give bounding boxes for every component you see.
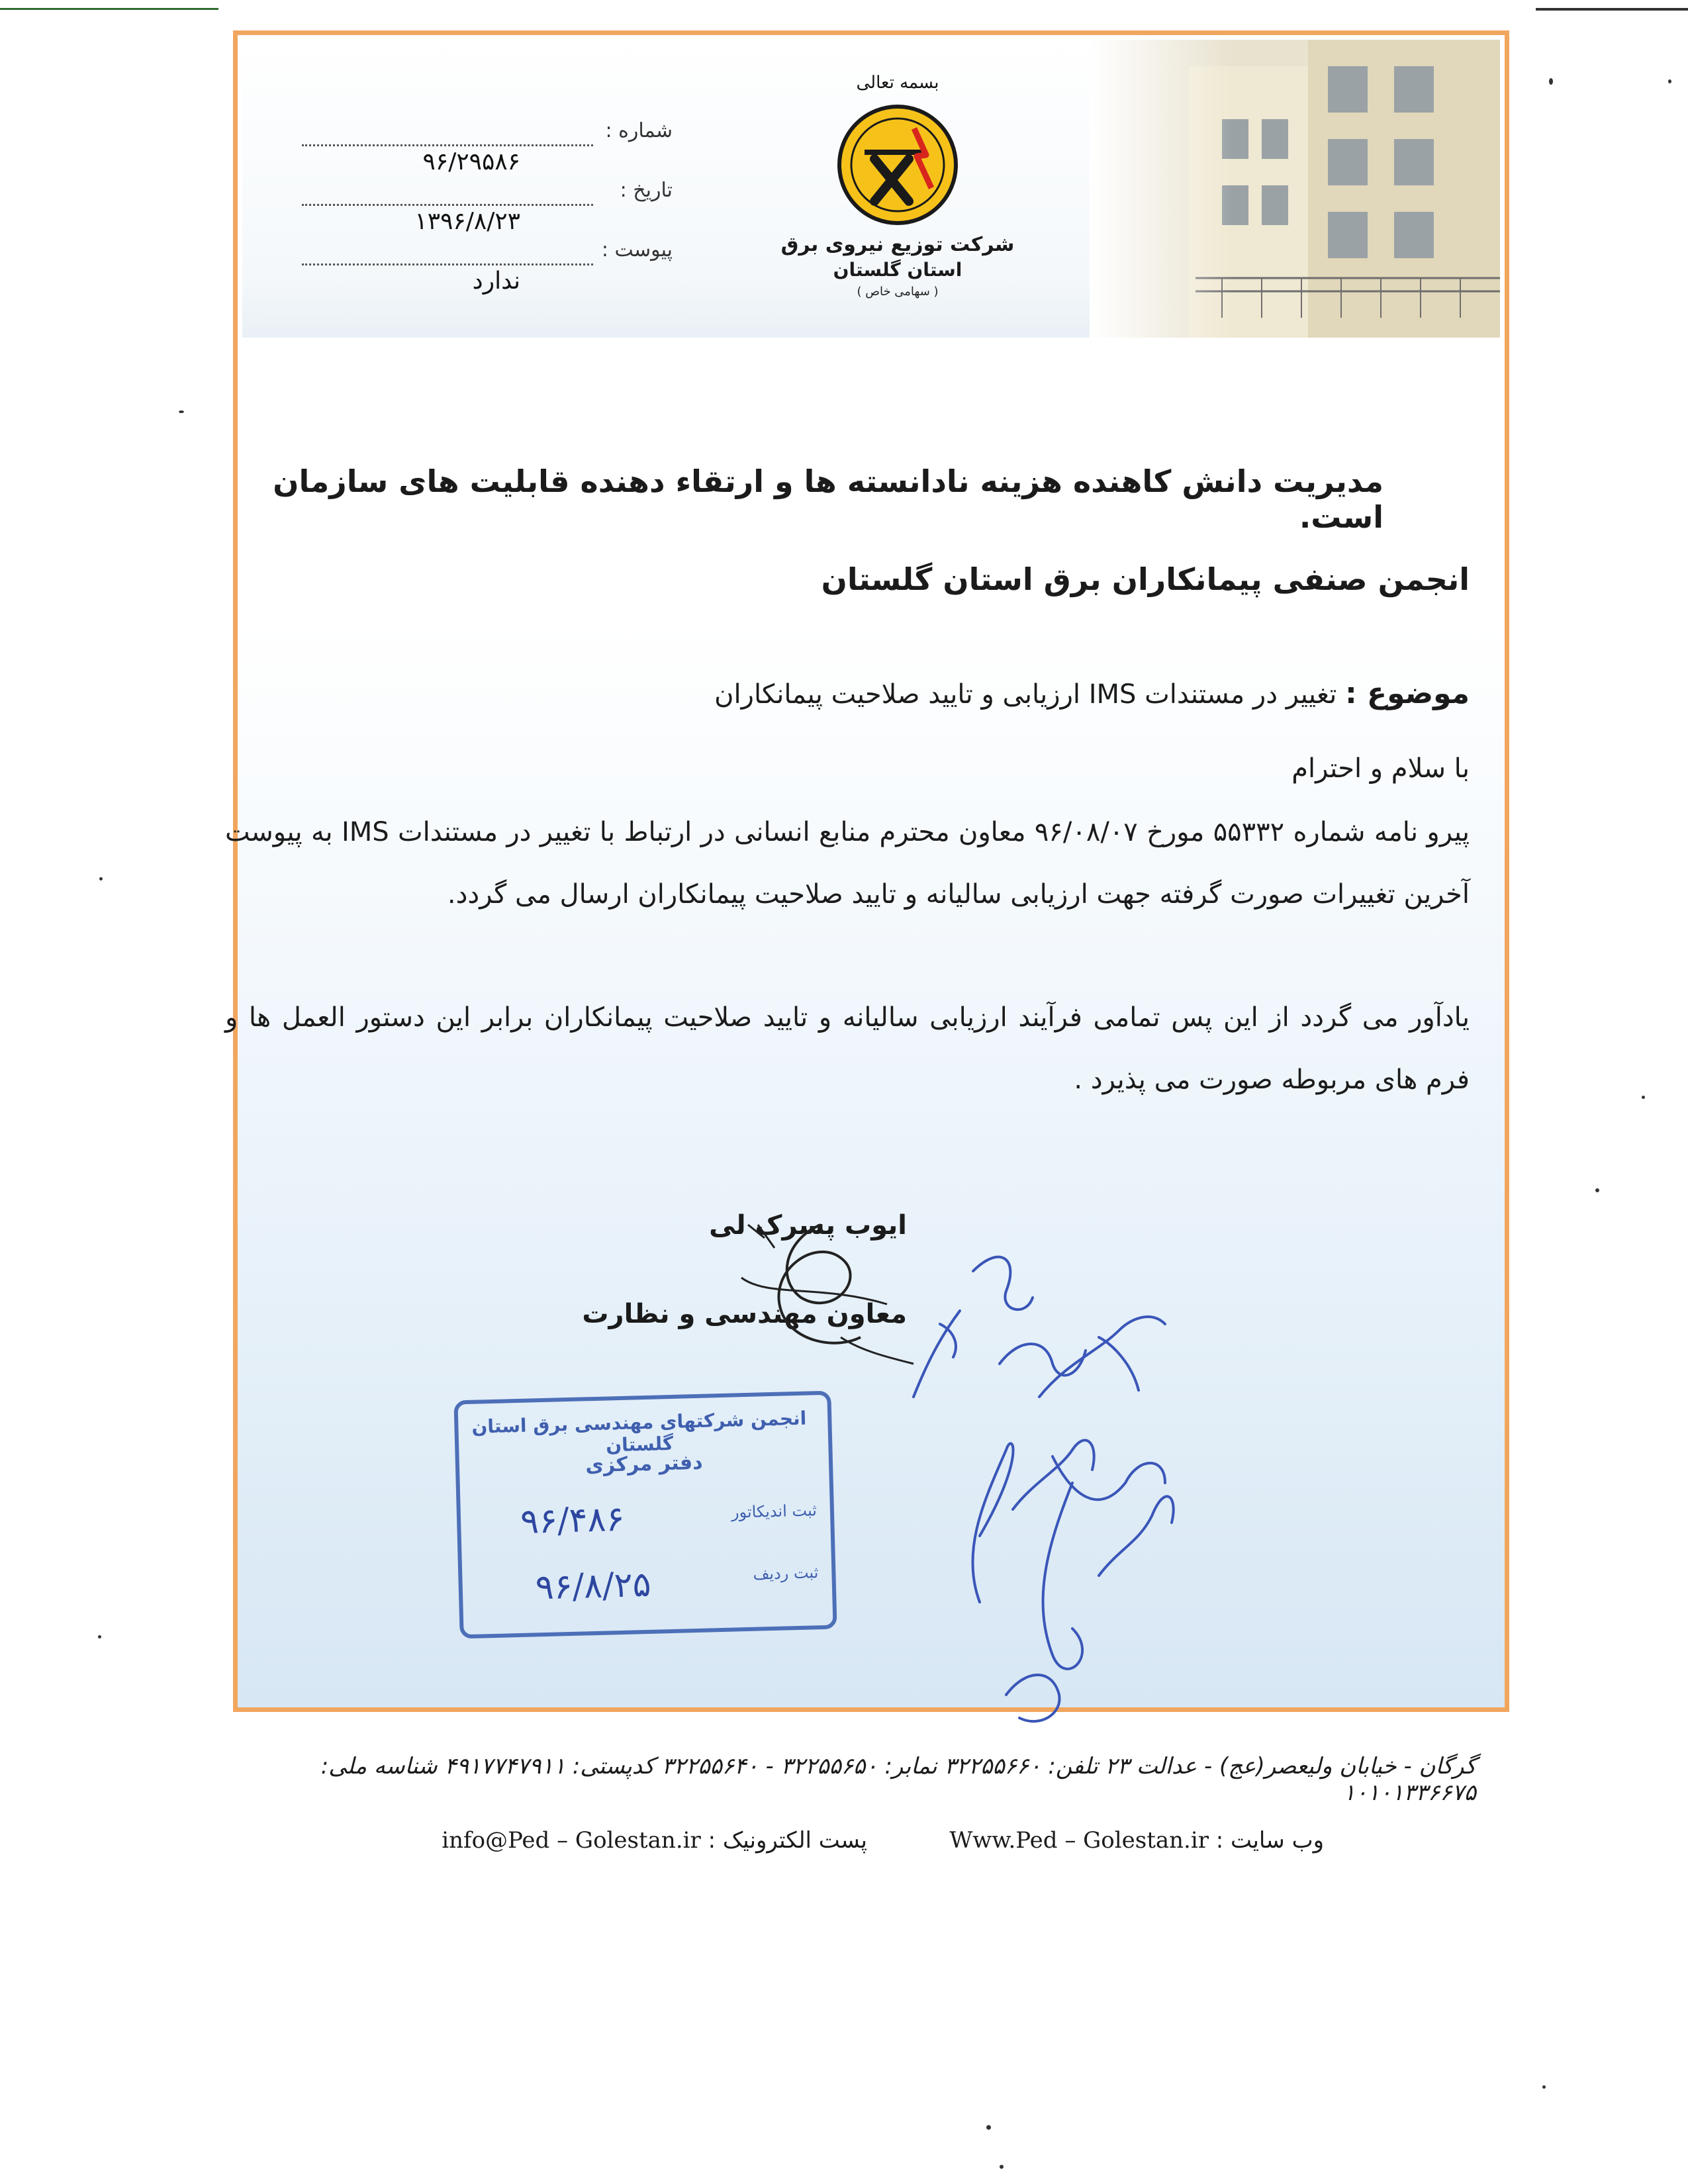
number-row — [302, 119, 673, 179]
stamp-indicator-number: ۹۶/۴۸۶ — [520, 1499, 626, 1542]
signer-title: معاون مهندسی و نظارت — [582, 1299, 907, 1329]
attachment-label: پیوست : — [601, 238, 673, 261]
signature-icon — [622, 1198, 927, 1370]
email-label: پست الکترونیک : — [708, 1827, 867, 1854]
dotted-line — [302, 144, 593, 146]
website-link[interactable]: Www.Ped – Golestan.ir — [949, 1827, 1209, 1854]
letter-paragraph-2: یادآور می گردد از این پس تمامی فرآیند ارزیابی سالیانه و تایید صلاحیت پیمانکاران برابر این دستور العمل ها و فرم های مربوطه صورت می پذیرد . — [225, 1002, 1470, 1095]
footer-website — [949, 1827, 1324, 1854]
stamp-office: دفتر مرکزی — [585, 1450, 704, 1478]
signer-name: ایوب پسرک لی — [709, 1210, 907, 1241]
website-label: وب سایت : — [1215, 1827, 1324, 1854]
company-name: شرکت توزیع نیروی برق — [780, 233, 1015, 256]
email-link[interactable]: info@Ped – Golestan.ir — [442, 1827, 701, 1854]
stamp-row-label: ثبت ردیف — [753, 1563, 819, 1584]
registration-stamp — [453, 1391, 837, 1639]
letter-recipient: انجمن صنفی پیمانکاران برق استان گلستان — [821, 561, 1470, 597]
company-type: ( سهامی خاص ) — [857, 285, 939, 299]
scan-edge-line — [0, 8, 218, 10]
letter-header — [242, 40, 1500, 338]
attachment-row — [302, 238, 673, 298]
date-label: تاریخ : — [620, 179, 673, 202]
letter-number: ۹۶/۲۹۵۸۶ — [422, 148, 520, 175]
scan-speck — [99, 877, 103, 880]
letter-date: ۱۳۹۶/۸/۲۳ — [414, 208, 520, 235]
stamp-title: انجمن شرکتهای مهندسی برق استان گلستان — [471, 1407, 807, 1456]
footer-email — [442, 1827, 867, 1854]
letter-greeting: با سلام و احترام — [1291, 753, 1470, 784]
letter-motto: مدیریت دانش کاهنده هزینه نادانسته ها و ارتقاء دهنده قابلیت های سازمان است. — [273, 463, 1383, 535]
scan-speck — [179, 410, 184, 413]
scan-speck — [1000, 2165, 1004, 2169]
building-photo-icon — [1090, 40, 1500, 338]
scan-edge-line-right — [1536, 8, 1688, 11]
scan-speck — [1542, 2085, 1546, 2089]
basmala-text: بسمه تعالی — [856, 73, 939, 93]
letter-paragraph-1: پیرو نامه شماره ۵۵۳۳۲ مورخ ۹۶/۰۸/۰۷ معاون محترم منابع انسانی در ارتباط با تغییر در مستندات IMS به پیوست آخرین تغییرات صورت گرفته جهت ارزیابی سالیانه و تایید صلاحیت پیمانکاران ارسال می گردد. — [225, 817, 1470, 910]
letter-subject — [344, 677, 1470, 710]
stamp-row-date: ۹۶/۸/۲۵ — [535, 1564, 652, 1608]
power-company-logo-icon — [835, 102, 961, 228]
stamp-indicator-label: ثبت اندیکاتور — [731, 1501, 818, 1522]
subject-label: موضوع : — [1345, 677, 1470, 710]
company-logo-block — [745, 73, 1050, 331]
scan-speck — [1595, 1188, 1599, 1192]
handwritten-note-icon — [900, 1231, 1244, 1748]
dotted-line — [302, 204, 593, 206]
footer-address: گرگان - خیابان ولیعصر(عج) - عدالت ۲۳ تلفن: ۳۲۲۵۵۶۶۰ نمابر: ۳۲۲۵۵۶۵۰ - ۳۲۲۵۵۶۴۰ کدپستی: ۴۹۱۷۷۴۷۹۱۱ شناسه ملی: ۱۰۱۰۱۳۳۶۶۷۵ — [320, 1753, 1476, 1806]
scan-speck — [98, 1635, 101, 1638]
company-province: استان گلستان — [833, 259, 962, 281]
number-label: شماره : — [605, 119, 673, 142]
scan-speck — [1642, 1096, 1645, 1099]
date-row — [302, 179, 673, 238]
letter-metadata — [302, 119, 673, 298]
dotted-line — [302, 263, 593, 265]
subject-text: تغییر در مستندات IMS ارزیابی و تایید صلاحیت پیمانکاران — [714, 679, 1337, 710]
attachment-value: ندارد — [472, 267, 520, 295]
scan-speck — [986, 2125, 991, 2130]
scan-speck — [1549, 78, 1553, 85]
scan-speck — [1668, 79, 1671, 83]
